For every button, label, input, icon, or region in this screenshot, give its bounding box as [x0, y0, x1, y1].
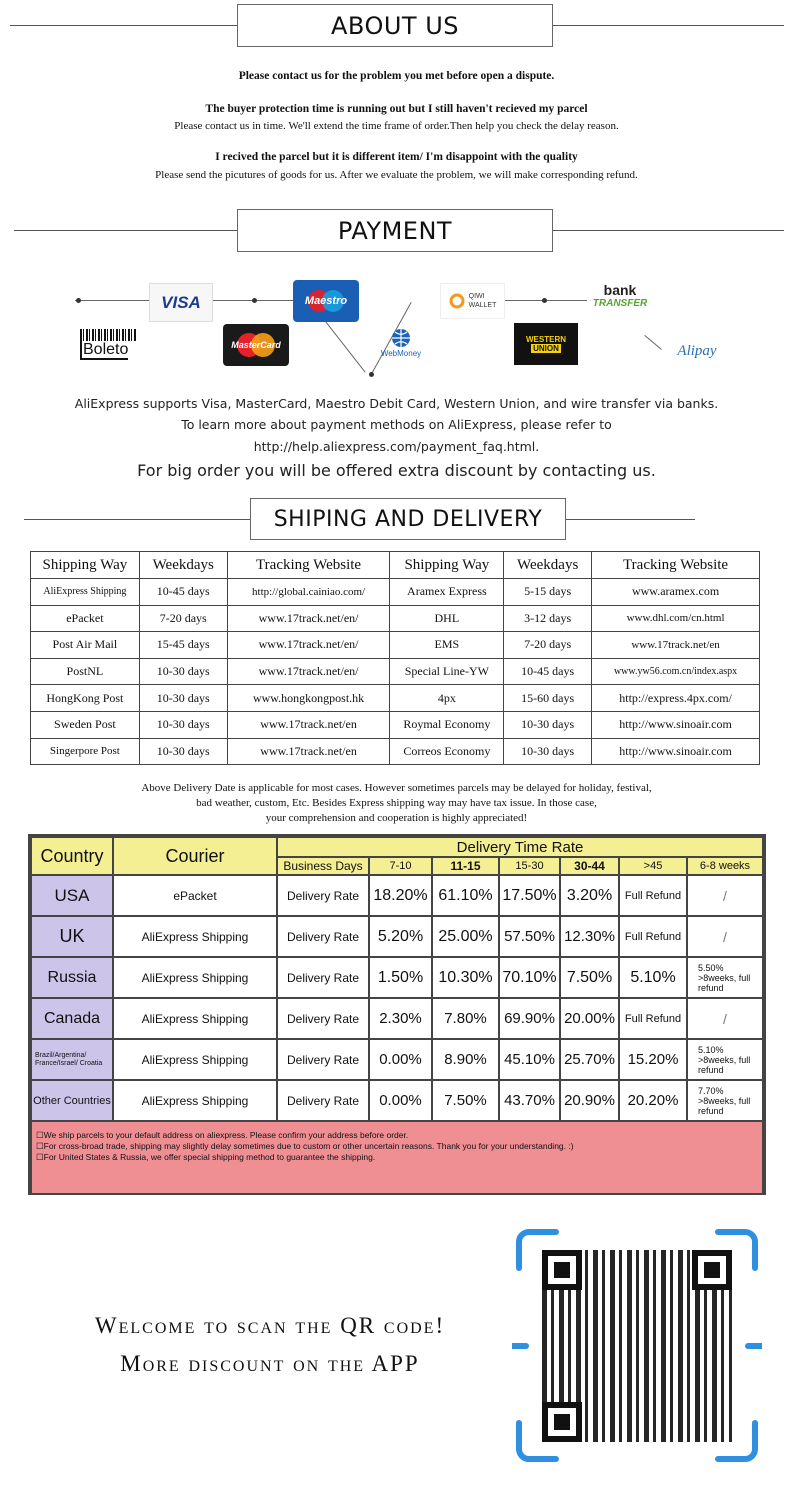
pay-node — [369, 372, 374, 377]
courier-cell: AliExpress Shipping — [113, 957, 277, 998]
table-cell: AliExpress Shipping — [31, 579, 140, 606]
webmoney-logo — [372, 322, 430, 362]
table-cell: 10-30 days — [139, 685, 227, 712]
table-cell: Roymal Economy — [390, 711, 504, 738]
table-cell: www.17track.net/en — [227, 738, 390, 765]
qr-finder-pattern — [542, 1250, 582, 1290]
payment-rule-left — [14, 230, 238, 231]
maestro-logo-text: Maestro — [304, 295, 348, 307]
table-header: Weekdays — [139, 552, 227, 579]
rate-cell: 17.50% — [499, 875, 560, 916]
column-header: 15-30 — [499, 857, 560, 875]
table-cell: Aramex Express — [390, 579, 504, 606]
shipping-note-line1: Above Delivery Date is applicable for most cases. However sometimes parcels may be delayed for holiday, festival, — [141, 782, 652, 794]
table-cell: 7-20 days — [139, 605, 227, 632]
pay-connector — [644, 335, 661, 350]
rate-cell: Full Refund — [619, 916, 687, 957]
globe-icon — [390, 327, 412, 349]
rate-label: Delivery Rate — [277, 998, 369, 1039]
barcode-icon — [80, 329, 136, 341]
table-row — [31, 579, 760, 606]
about-heading-text: ABOUT US — [330, 11, 459, 40]
transfer-logo-text: TRANSFER — [592, 298, 648, 309]
rate-cell: 12.30% — [560, 916, 619, 957]
bank-transfer-logo — [587, 280, 653, 314]
table-cell: www.dhl.com/cn.html — [592, 605, 760, 632]
rate-cell: 43.70% — [499, 1080, 560, 1121]
courier-cell: AliExpress Shipping — [113, 1080, 277, 1121]
shipping-note-line2: bad weather, custom, Etc. Besides Express shipping way may have tax issue. In those case, — [196, 797, 597, 809]
rate-cell: Full Refund — [619, 875, 687, 916]
table-cell: 3-12 days — [504, 605, 592, 632]
delivery-time-rate-title: Delivery Time Rate — [277, 837, 763, 857]
shipping-note-line3: your comprehension and cooperation is highly appreciated! — [265, 812, 528, 824]
rate-cell: 20.00% — [560, 998, 619, 1039]
rate-label: Delivery Rate — [277, 957, 369, 998]
rate-cell: 0.00% — [369, 1039, 432, 1080]
courier-cell: AliExpress Shipping — [113, 1039, 277, 1080]
payment-discount-line: For big order you will be offered extra discount by contacting us. — [137, 461, 656, 480]
about-q2-text: Please send the picutures of goods for us. After we evaluate the problem, we will make corresponding refund. — [155, 169, 638, 181]
table-cell: 10-30 days — [139, 658, 227, 685]
table-cell: ePacket — [31, 605, 140, 632]
table-cell: www.yw56.com.cn/index.aspx — [592, 658, 760, 685]
table-cell: HongKong Post — [31, 685, 140, 712]
boleto-logo-text: Boleto — [80, 341, 128, 360]
table-cell: Sweden Post — [31, 711, 140, 738]
rate-cell: 15.20% — [619, 1039, 687, 1080]
table-cell: 10-45 days — [139, 579, 227, 606]
payment-heading — [237, 209, 553, 252]
table-cell: http://global.cainiao.com/ — [227, 579, 390, 606]
country-cell: USA — [31, 875, 113, 916]
rate-cell: Full Refund — [619, 998, 687, 1039]
courier-cell: ePacket — [113, 875, 277, 916]
western-union-logo — [514, 323, 578, 365]
rate-cell: 7.50% — [560, 957, 619, 998]
table-cell: 15-45 days — [139, 632, 227, 659]
rate-cell: 7.80% — [432, 998, 499, 1039]
table-cell: Post Air Mail — [31, 632, 140, 659]
country-cell: UK — [31, 916, 113, 957]
shipping-note-text: For United States & Russia, we offer special shipping method to guarantee the shipping. — [43, 1152, 376, 1162]
alipay-logo — [668, 338, 726, 364]
rate-cell: 5.20% — [369, 916, 432, 957]
rate-cell: 1.50% — [369, 957, 432, 998]
qiwi-icon — [449, 293, 465, 309]
table-cell: Correos Economy — [390, 738, 504, 765]
pay-node — [252, 298, 257, 303]
rate-cell: 10.30% — [432, 957, 499, 998]
weeks-cell: / — [687, 998, 763, 1039]
table-cell: http://www.sinoair.com — [592, 711, 760, 738]
pay-node — [76, 298, 81, 303]
shipping-note-item: ☐For cross-broad trade, shipping may slightly delay sometimes due to custom or other uncertain reasons. Thank you for your understanding. :) — [36, 1141, 574, 1151]
rate-cell: 7.50% — [432, 1080, 499, 1121]
shipping-note-item: ☐For United States & Russia, we offer special shipping method to guarantee the shipping. — [36, 1152, 376, 1162]
rate-label: Delivery Rate — [277, 1039, 369, 1080]
country-cell: Other Countries — [31, 1080, 113, 1121]
rate-label: Delivery Rate — [277, 875, 369, 916]
maestro-logo — [293, 280, 359, 322]
column-header: 11-15 — [432, 857, 499, 875]
delivery-rate-table — [30, 836, 764, 1195]
table-cell: 10-30 days — [504, 738, 592, 765]
rate-cell: 45.10% — [499, 1039, 560, 1080]
payment-text-line2: To learn more about payment methods on AliExpress, please refer to — [181, 417, 612, 432]
courier-cell: AliExpress Shipping — [113, 916, 277, 957]
qiwi-logo-text: QIWI — [468, 293, 485, 300]
table-row — [31, 685, 760, 712]
mastercard-logo — [223, 324, 289, 366]
visa-logo — [149, 283, 213, 322]
about-rule-right — [552, 25, 784, 26]
table-cell: PostNL — [31, 658, 140, 685]
shipping-heading — [250, 498, 566, 540]
table-row — [31, 632, 760, 659]
pay-connector — [505, 300, 590, 301]
western-logo-text: WESTERN — [526, 335, 566, 344]
table-cell: 10-45 days — [504, 658, 592, 685]
rate-cell: 0.00% — [369, 1080, 432, 1121]
table-cell: www.17track.net/en — [592, 632, 760, 659]
shipping-table — [30, 551, 760, 765]
country-header: Country — [31, 837, 113, 875]
table-cell: 15-60 days — [504, 685, 592, 712]
rate-cell: 69.90% — [499, 998, 560, 1039]
table-cell: 10-30 days — [139, 711, 227, 738]
about-rule-left — [10, 25, 238, 26]
table-cell: http://www.sinoair.com — [592, 738, 760, 765]
qiwi-logo-subtext: WALLET — [468, 302, 497, 309]
about-heading — [237, 4, 553, 47]
table-cell: http://express.4px.com/ — [592, 685, 760, 712]
payment-faq-link[interactable]: http://help.aliexpress.com/payment_faq.html. — [253, 439, 540, 454]
table-cell: www.17track.net/en/ — [227, 658, 390, 685]
table-cell: www.hongkongpost.hk — [227, 685, 390, 712]
weeks-cell: / — [687, 875, 763, 916]
rate-cell: 8.90% — [432, 1039, 499, 1080]
qiwi-logo — [440, 283, 505, 319]
qr-finder-pattern — [542, 1402, 582, 1442]
courier-cell: AliExpress Shipping — [113, 998, 277, 1039]
weeks-cell: 7.70% >8weeks, full refund — [687, 1080, 763, 1121]
column-header: >45 — [619, 857, 687, 875]
table-cell: 4px — [390, 685, 504, 712]
country-cell: Brazil/Argentina/ France/Israel/ Croatia — [31, 1039, 113, 1080]
column-header: 30-44 — [560, 857, 619, 875]
webmoney-logo-text: WebMoney — [380, 348, 422, 358]
weeks-cell: 5.10% >8weeks, full refund — [687, 1039, 763, 1080]
qr-code-frame[interactable] — [512, 1228, 762, 1463]
rate-label: Delivery Rate — [277, 916, 369, 957]
pay-connector — [75, 300, 150, 301]
shipping-note-item: ☐We ship parcels to your default address on aliexpress. Please confirm your address before order. — [36, 1130, 409, 1140]
table-row — [31, 738, 760, 765]
about-q1-title: The buyer protection time is running out but I still haven't recieved my parcel — [205, 103, 588, 115]
qr-welcome-line: Welcome to scan the QR code! — [94, 1313, 446, 1338]
payment-heading-text: PAYMENT — [337, 216, 453, 245]
mastercard-logo-text: MasterCard — [231, 340, 281, 350]
boleto-logo — [80, 327, 142, 361]
visa-logo-text: VISA — [161, 292, 201, 312]
payment-text-line1: AliExpress supports Visa, MasterCard, Maestro Debit Card, Western Union, and wire transfer via banks. — [74, 396, 719, 411]
rate-cell: 18.20% — [369, 875, 432, 916]
table-cell: 10-30 days — [139, 738, 227, 765]
table-row — [31, 711, 760, 738]
pay-connector — [324, 320, 365, 373]
rate-cell: 70.10% — [499, 957, 560, 998]
rate-cell: 2.30% — [369, 998, 432, 1039]
rate-cell: 3.20% — [560, 875, 619, 916]
table-header: Weekdays — [504, 552, 592, 579]
rate-cell: 61.10% — [432, 875, 499, 916]
union-logo-text: UNION — [533, 344, 559, 353]
table-cell: 10-30 days — [504, 711, 592, 738]
shipping-note-text: For cross-broad trade, shipping may slightly delay sometimes due to custom or other uncertain reasons. Thank you for your understanding. :) — [43, 1141, 574, 1151]
table-cell: Singerpore Post — [31, 738, 140, 765]
country-cell: Canada — [31, 998, 113, 1039]
table-row — [31, 658, 760, 685]
table-cell: www.17track.net/en/ — [227, 632, 390, 659]
rate-cell: 57.50% — [499, 916, 560, 957]
shipping-note-text: We ship parcels to your default address on aliexpress. Please confirm your address before order. — [43, 1130, 409, 1140]
table-cell: 7-20 days — [504, 632, 592, 659]
table-cell: DHL — [390, 605, 504, 632]
table-header: Tracking Website — [227, 552, 390, 579]
rate-cell: 20.90% — [560, 1080, 619, 1121]
weeks-cell: 5.50% >8weeks, full refund — [687, 957, 763, 998]
qr-discount-line: More discount on the APP — [120, 1351, 420, 1376]
shipping-rule-right — [565, 519, 695, 520]
table-row — [31, 605, 760, 632]
rate-cell: 20.20% — [619, 1080, 687, 1121]
bank-logo-text: bank — [603, 282, 637, 298]
rate-cell: 5.10% — [619, 957, 687, 998]
alipay-logo-text: Alipay — [677, 342, 717, 359]
rate-label: Delivery Rate — [277, 1080, 369, 1121]
table-cell: www.aramex.com — [592, 579, 760, 606]
table-cell: www.17track.net/en/ — [227, 605, 390, 632]
qr-code-icon — [542, 1250, 732, 1442]
column-header: 7-10 — [369, 857, 432, 875]
about-q1-text: Please contact us in time. We'll extend the time frame of order.Then help you check the delay reason. — [174, 120, 619, 132]
rate-cell: 25.70% — [560, 1039, 619, 1080]
courier-header: Courier — [113, 837, 277, 875]
payment-rule-right — [552, 230, 784, 231]
qr-finder-pattern — [692, 1250, 732, 1290]
country-cell: Russia — [31, 957, 113, 998]
table-header: Shipping Way — [390, 552, 504, 579]
table-cell: www.17track.net/en — [227, 711, 390, 738]
table-cell: 5-15 days — [504, 579, 592, 606]
rate-cell: 25.00% — [432, 916, 499, 957]
about-q2-title: I recived the parcel but it is different item/ I'm disappoint with the quality — [215, 151, 578, 163]
shipping-notes-box — [31, 1121, 763, 1194]
weeks-cell: / — [687, 916, 763, 957]
delivery-rate-panel — [28, 834, 766, 1195]
about-intro: Please contact us for the problem you met before open a dispute. — [238, 70, 555, 82]
table-header: Shipping Way — [31, 552, 140, 579]
shipping-rule-left — [24, 519, 250, 520]
shipping-table-header — [31, 552, 760, 579]
pay-node — [542, 298, 547, 303]
column-header: 6-8 weeks — [687, 857, 763, 875]
table-cell: Special Line-YW — [390, 658, 504, 685]
table-header: Tracking Website — [592, 552, 760, 579]
table-cell: EMS — [390, 632, 504, 659]
shipping-heading-text: SHIPING AND DELIVERY — [273, 506, 543, 532]
column-header: Business Days — [277, 857, 369, 875]
